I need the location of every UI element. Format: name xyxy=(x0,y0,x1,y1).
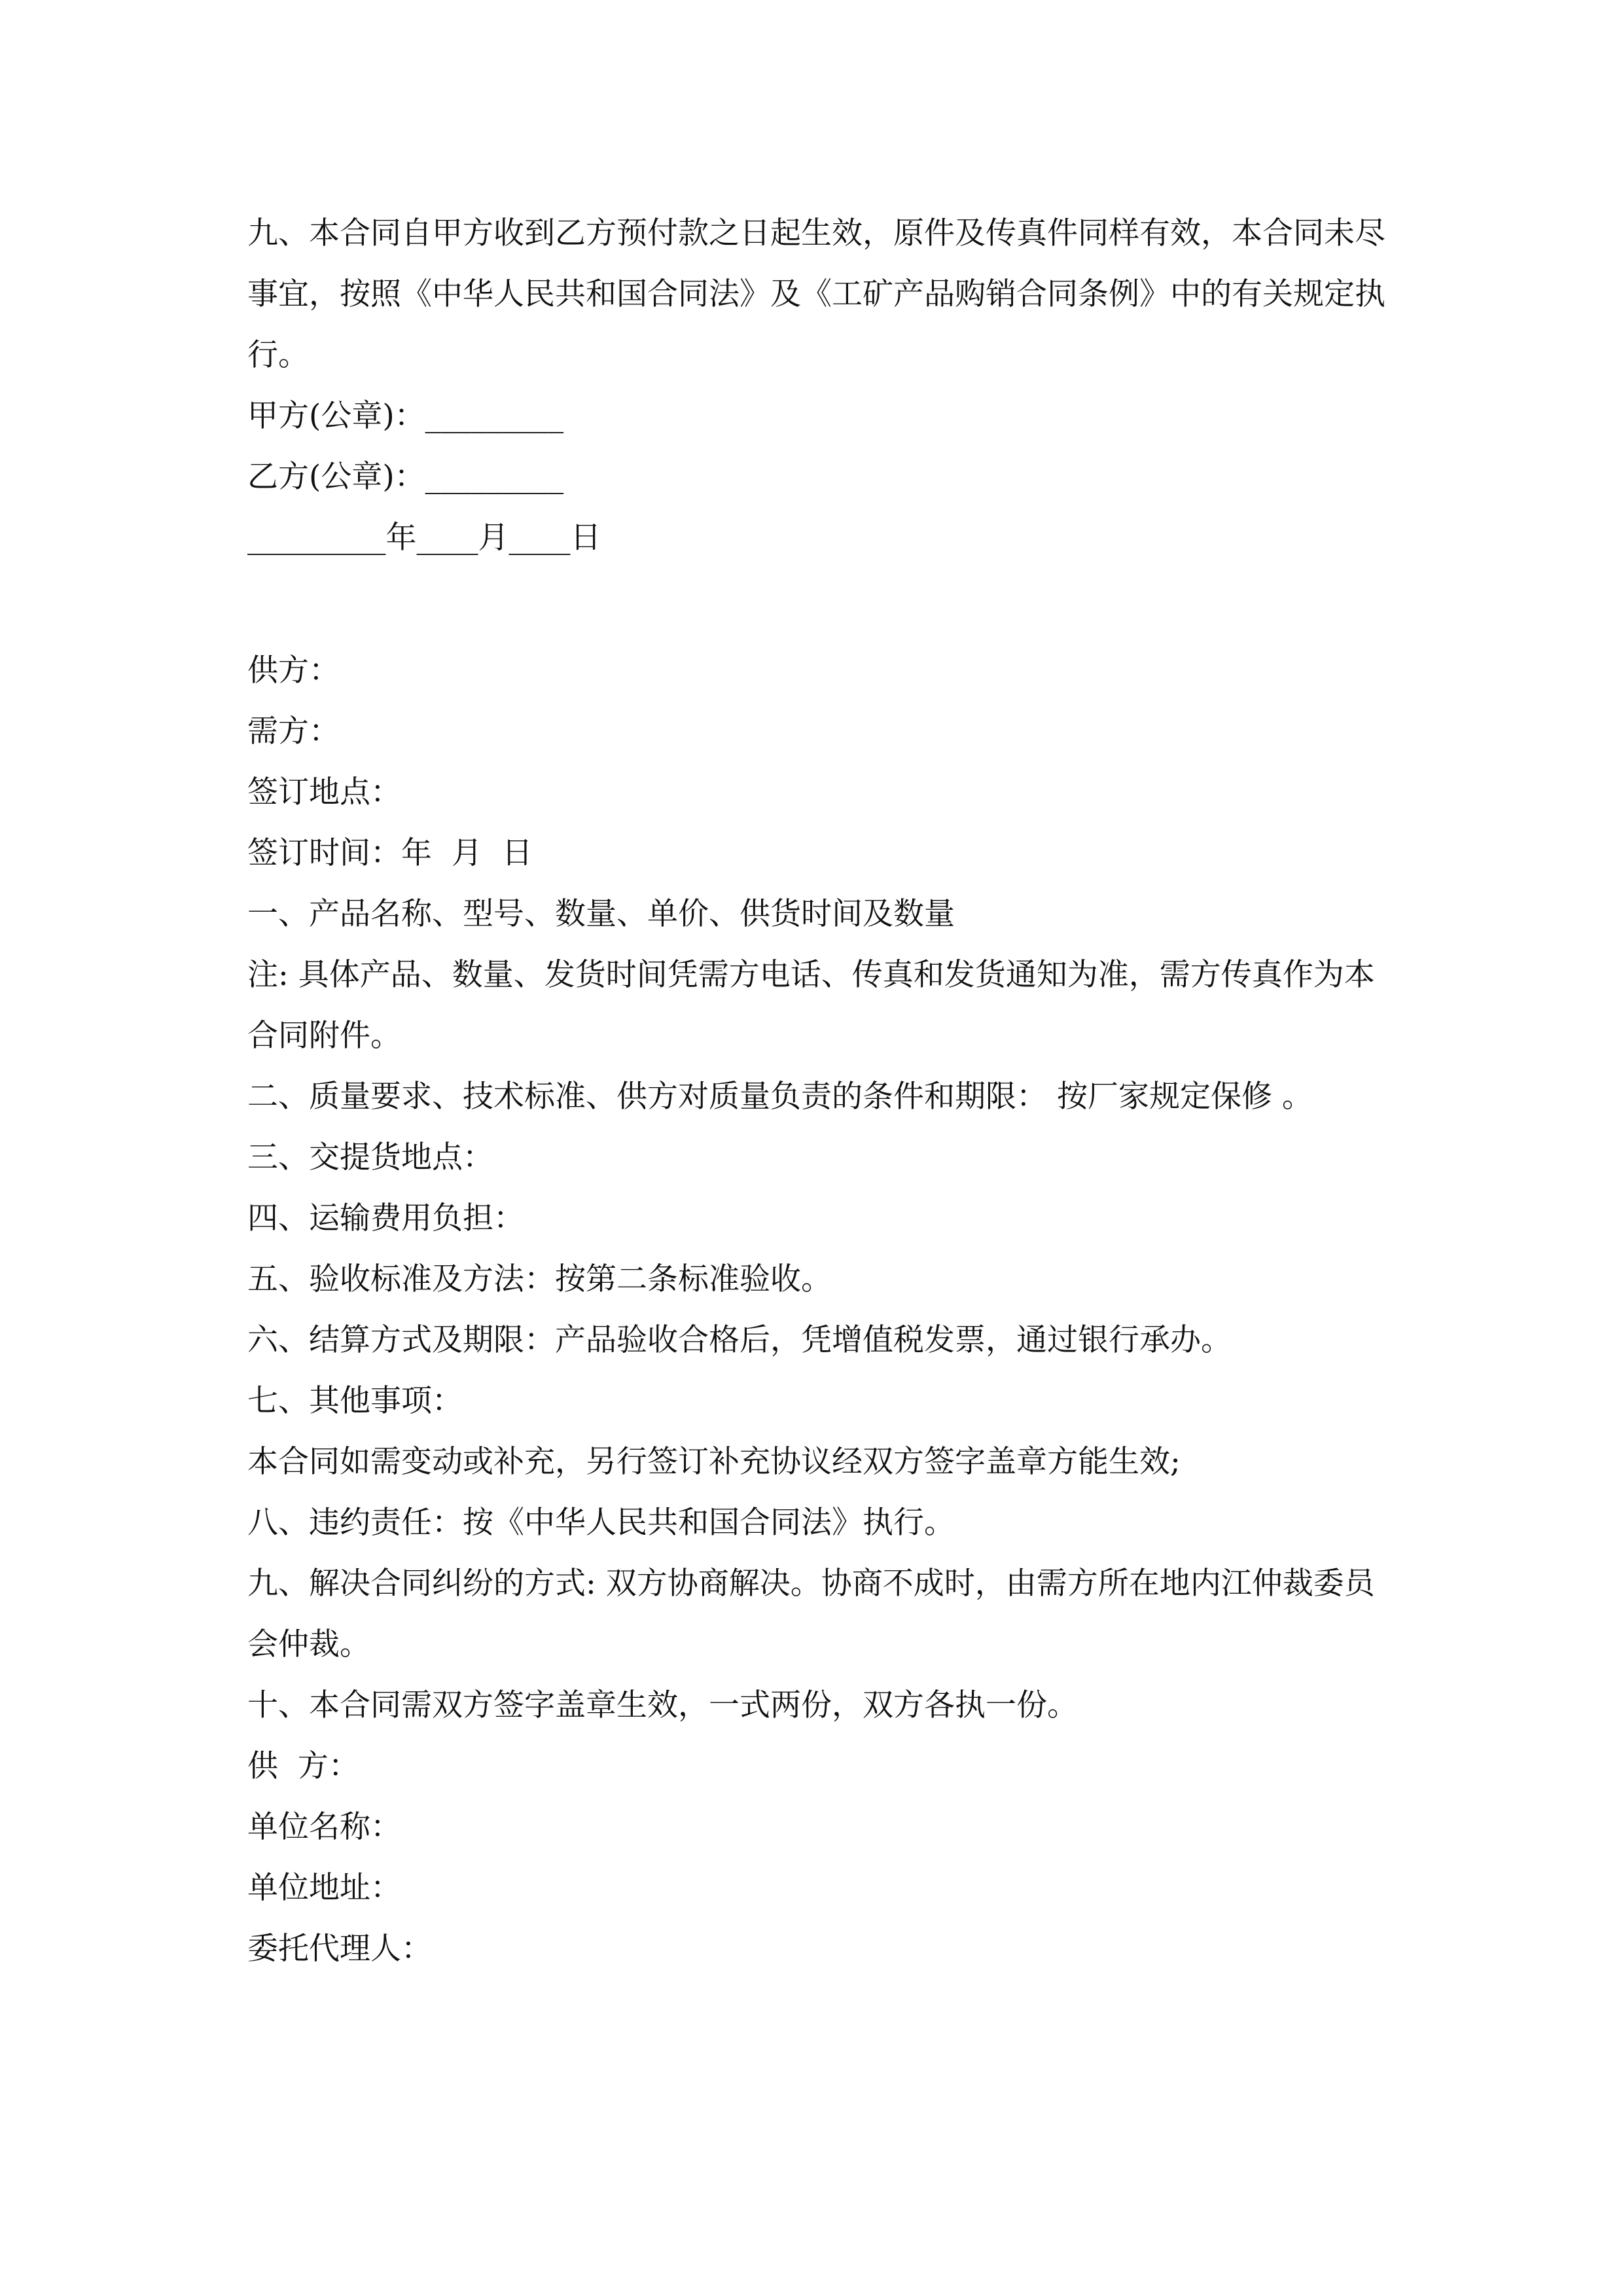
party-b-seal-line: 乙方(公章)：_________ xyxy=(247,459,564,495)
clause-two-quality: 二、质量要求、技术标准、供方对质量负责的条件和期限： 按厂家规定保修 。 xyxy=(247,1079,1313,1115)
document-body xyxy=(247,203,1386,1979)
clause-four-transport-cost: 四、运输费用负担： xyxy=(247,1200,524,1236)
company-name-label: 单位名称： xyxy=(247,1809,401,1845)
signing-date-line: _________年____月____日 xyxy=(247,520,601,556)
signing-place-label: 签订地点： xyxy=(247,774,401,810)
supplier-label: 供方： xyxy=(247,653,340,689)
section-spacer xyxy=(247,568,1386,640)
clause-six-settlement: 六、结算方式及期限：产品验收合格后，凭增值税发票，通过银行承办。 xyxy=(247,1322,1232,1358)
buyer-label: 需方： xyxy=(247,713,340,749)
clause-note: 注: 具体产品、数量、发货时间凭需方电话、传真和发货通知为准，需方传真作为本合同附件。 xyxy=(247,957,1375,1054)
clause-nine-dispute: 九、解决合同纠纷的方式: 双方协商解决。协商不成时，由需方所在地内江仲裁委员会仲裁。 xyxy=(247,1566,1375,1662)
authorized-agent-label: 委托代理人： xyxy=(247,1931,432,1967)
party-a-seal-line: 甲方(公章)：_________ xyxy=(247,398,564,434)
clause-one-product: 一、产品名称、型号、数量、单价、供货时间及数量 xyxy=(247,896,955,932)
clause-three-delivery-place: 三、交提货地点： xyxy=(247,1139,493,1175)
signing-time-label: 签订时间：年 月 日 xyxy=(247,835,533,871)
clause-seven-detail: 本合同如需变动或补充，另行签订补充协议经双方签字盖章方能生效; xyxy=(247,1444,1181,1480)
company-address-label: 单位地址： xyxy=(247,1870,401,1906)
clause-seven-other: 七、其他事项： xyxy=(247,1383,463,1419)
clause-nine-effectiveness: 九、本合同自甲方收到乙方预付款之日起生效，原件及传真件同样有效，本合同未尽事宜，按照《中华人民共和国合同法》及《工矿产品购销合同条例》中的有关规定执行。 xyxy=(247,215,1385,373)
supplier-block-label: 供 方： xyxy=(247,1748,359,1784)
clause-ten-signature: 十、本合同需双方签字盖章生效，一式两份，双方各执一份。 xyxy=(247,1687,1078,1723)
clause-five-acceptance: 五、验收标准及方法：按第二条标准验收。 xyxy=(247,1261,832,1297)
clause-eight-liability: 八、违约责任：按《中华人民共和国合同法》执行。 xyxy=(247,1505,955,1541)
